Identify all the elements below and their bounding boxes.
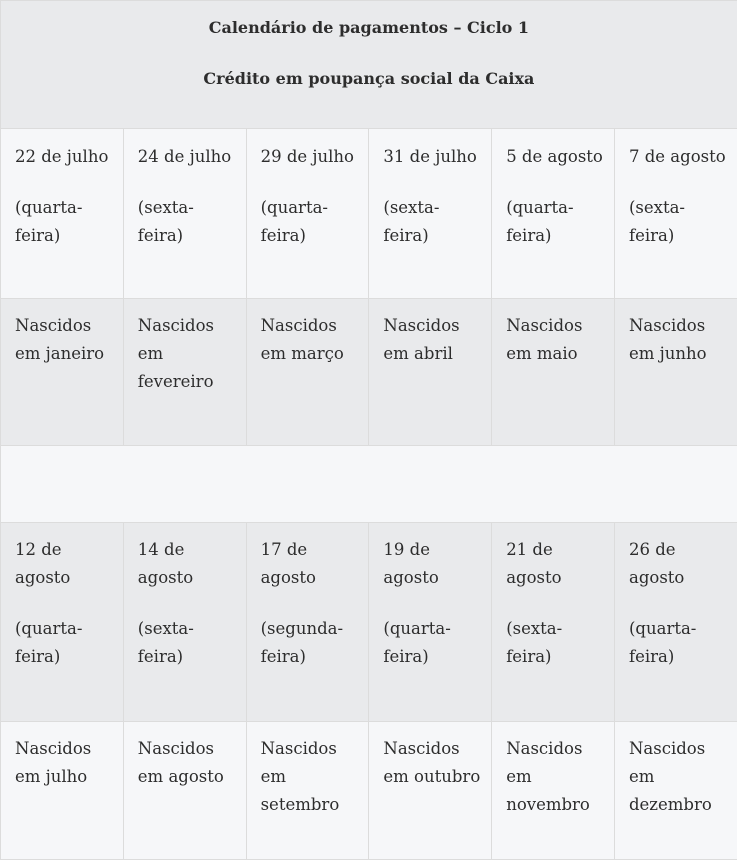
birth-month-cell: Nascidos em fevereiro <box>123 299 246 446</box>
date-text: 14 de agosto <box>138 536 238 592</box>
weekday-text: (quarta-feira) <box>261 194 361 250</box>
date-text: 7 de agosto <box>629 143 729 171</box>
birth-month-cell: Nascidos em setembro <box>246 722 369 860</box>
date-text: 26 de agosto <box>629 536 729 592</box>
weekday-text: (sexta-feira) <box>138 615 238 671</box>
weekday-text: (quarta-feira) <box>383 615 483 671</box>
date-text: 31 de julho <box>383 143 483 171</box>
dates-row-1 <box>1 129 737 299</box>
births-row-1 <box>1 299 737 446</box>
birth-month-cell: Nascidos em março <box>246 299 369 446</box>
date-cell <box>614 129 737 299</box>
birth-month-cell: Nascidos em novembro <box>492 722 615 860</box>
date-text: 19 de agosto <box>383 536 483 592</box>
date-text: 29 de julho <box>261 143 361 171</box>
date-text: 17 de agosto <box>261 536 361 592</box>
date-text: 5 de agosto <box>506 143 606 171</box>
birth-month-cell: Nascidos em abril <box>369 299 492 446</box>
weekday-text: (quarta-feira) <box>15 194 115 250</box>
birth-month-cell: Nascidos em outubro <box>369 722 492 860</box>
births-row-2 <box>1 722 737 860</box>
weekday-text: (sexta-feira) <box>383 194 483 250</box>
date-text: 22 de julho <box>15 143 115 171</box>
weekday-text: (quarta-feira) <box>15 615 115 671</box>
weekday-text: (sexta-feira) <box>629 194 729 250</box>
date-cell <box>246 129 369 299</box>
date-text: 21 de agosto <box>506 536 606 592</box>
date-cell <box>123 523 246 722</box>
date-cell <box>614 523 737 722</box>
date-cell <box>369 129 492 299</box>
date-cell <box>492 129 615 299</box>
date-cell <box>1 129 124 299</box>
weekday-text: (sexta-feira) <box>138 194 238 250</box>
date-cell <box>246 523 369 722</box>
weekday-text: (quarta-feira) <box>506 194 606 250</box>
date-cell <box>369 523 492 722</box>
date-cell <box>492 523 615 722</box>
table-header-cell <box>1 1 737 129</box>
dates-row-2 <box>1 523 737 722</box>
birth-month-cell: Nascidos em agosto <box>123 722 246 860</box>
spacer-row <box>1 446 737 523</box>
table-title: Calendário de pagamentos – Ciclo 1 <box>1 18 737 38</box>
date-cell <box>1 523 124 722</box>
weekday-text: (sexta-feira) <box>506 615 606 671</box>
birth-month-cell: Nascidos em janeiro <box>1 299 124 446</box>
birth-month-cell: Nascidos em maio <box>492 299 615 446</box>
date-text: 24 de julho <box>138 143 238 171</box>
date-cell <box>123 129 246 299</box>
date-text: 12 de agosto <box>15 536 115 592</box>
weekday-text: (segunda-feira) <box>261 615 361 671</box>
table-subtitle: Crédito em poupança social da Caixa <box>1 69 737 89</box>
spacer-cell <box>1 446 737 523</box>
birth-month-cell: Nascidos em dezembro <box>614 722 737 860</box>
weekday-text: (quarta-feira) <box>629 615 729 671</box>
table-header-row <box>1 1 737 129</box>
birth-month-cell: Nascidos em junho <box>614 299 737 446</box>
birth-month-cell: Nascidos em julho <box>1 722 124 860</box>
